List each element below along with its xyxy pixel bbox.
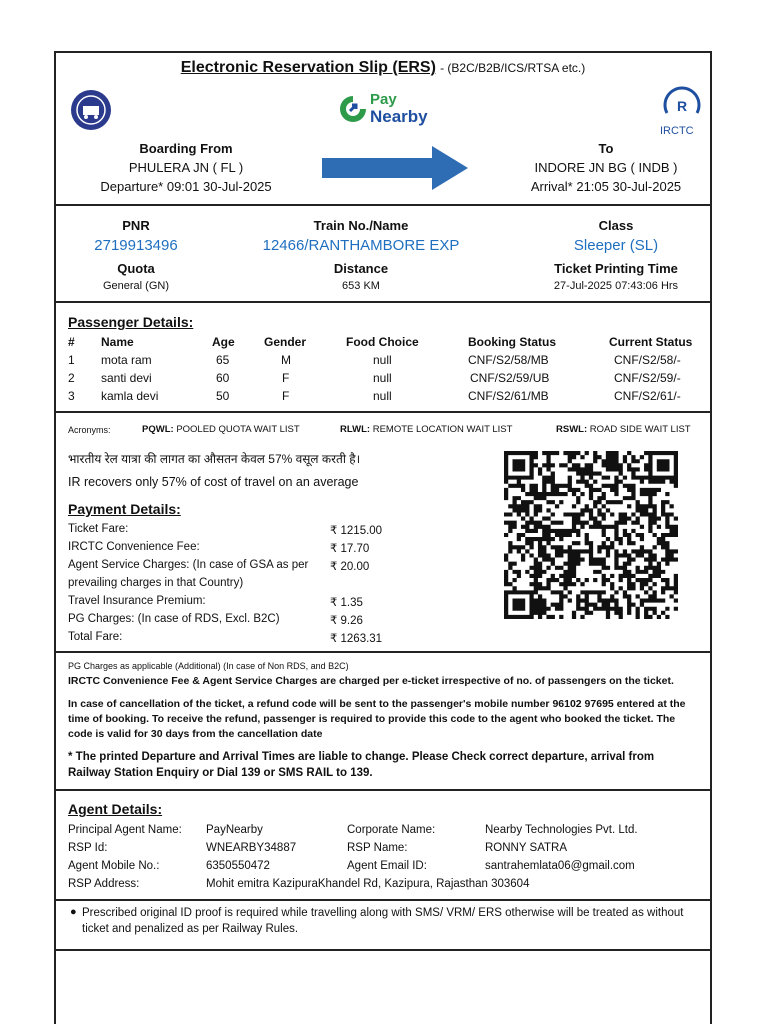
agent-section xyxy=(56,789,710,901)
col-gender: Gender xyxy=(264,335,307,349)
svg-text:R: R xyxy=(676,98,688,114)
fare-label: Travel Insurance Premium: xyxy=(68,595,206,607)
title-subtitle: - (B2C/B2B/ICS/RTSA etc.) xyxy=(440,61,586,75)
acronym-rlwl-text: REMOTE LOCATION WAIT LIST xyxy=(372,424,513,435)
rsp-name-value: RONNY SATRA xyxy=(485,842,568,854)
fare-value: ₹ 1215.00 xyxy=(330,525,383,537)
cost-hindi: भारतीय रेल यात्रा की लागत का औसतन केवल 57% वसूल करती है। xyxy=(68,452,361,466)
acronym-rswl-text: ROAD SIDE WAIT LIST xyxy=(589,424,691,435)
times-note: * The printed Departure and Arrival Times are liable to change. Please Check correct departure, arrival from Railway Station Enquiry or Dial 139 or SMS RAIL to 139. xyxy=(68,751,655,779)
to-label: To xyxy=(598,141,614,156)
fare-label: Ticket Fare: xyxy=(68,523,129,535)
indian-railways-logo-icon xyxy=(68,89,114,131)
principal-value: PayNearby xyxy=(206,824,263,836)
corporate-value: Nearby Technologies Pvt. Ltd. xyxy=(485,824,638,836)
fare-value: ₹ 17.70 xyxy=(330,543,370,555)
ers-slip xyxy=(54,51,712,1024)
acronym-pqwl-text: POOLED QUOTA WAIT LIST xyxy=(176,424,300,435)
quota-value: General (GN) xyxy=(102,280,170,292)
bullet-icon: ● xyxy=(70,906,77,918)
passenger-current-status: CNF/S2/61/- xyxy=(614,389,681,403)
col-food: Food Choice xyxy=(346,335,419,349)
footer-section xyxy=(56,899,710,951)
passenger-gender: F xyxy=(282,371,290,385)
boarding-station: PHULERA JN ( FL ) xyxy=(128,160,244,175)
passenger-current-status: CNF/S2/58/- xyxy=(614,353,681,367)
fare-value: ₹ 1263.31 xyxy=(330,633,383,645)
slip-title xyxy=(56,59,710,77)
col-current-status: Current Status xyxy=(609,335,693,349)
passenger-num: 3 xyxy=(68,389,75,403)
fare-label: Total Fare: xyxy=(68,631,123,643)
passenger-name: santi devi xyxy=(101,371,152,385)
address-label: RSP Address: xyxy=(68,878,140,890)
col-num: # xyxy=(68,335,75,349)
departure-time: Departure* 09:01 30-Jul-2025 xyxy=(100,179,272,194)
passenger-booking-status: CNF/S2/59/UB xyxy=(470,371,550,385)
mobile-value: 6350550472 xyxy=(206,860,270,872)
fare-value: ₹ 9.26 xyxy=(330,615,363,627)
acronym-pqwl xyxy=(142,424,300,435)
corporate-label: Corporate Name: xyxy=(347,824,436,836)
class-label: Class xyxy=(598,218,634,233)
train-label: Train No./Name xyxy=(313,218,409,233)
notes-section xyxy=(56,651,710,791)
rsp-id-label: RSP Id: xyxy=(68,842,108,854)
rsp-name-label: RSP Name: xyxy=(347,842,408,854)
acronym-pqwl-key: PQWL: xyxy=(142,424,174,435)
passenger-age: 60 xyxy=(216,371,230,385)
fare-label: prevailing charges in that Country) xyxy=(68,577,244,589)
footer-divider xyxy=(56,949,710,953)
passenger-food: null xyxy=(373,389,392,403)
print-time-value: 27-Jul-2025 07:43:06 Hrs xyxy=(553,280,679,292)
passenger-food: null xyxy=(373,371,392,385)
paynearby-pay: Pay xyxy=(370,91,397,108)
arrival-time: Arrival* 21:05 30-Jul-2025 xyxy=(530,179,682,194)
passenger-gender: M xyxy=(281,353,291,367)
qr-code-icon xyxy=(504,451,678,619)
passenger-current-status: CNF/S2/59/- xyxy=(614,371,681,385)
passenger-age: 50 xyxy=(216,389,230,403)
irctc-label: IRCTC xyxy=(660,125,694,137)
col-name: Name xyxy=(101,335,134,349)
passenger-name: mota ram xyxy=(101,353,152,367)
distance-label: Distance xyxy=(333,261,389,276)
class-value: Sleeper (SL) xyxy=(573,237,659,254)
address-value: Mohit emitra KazipuraKhandel Rd, Kazipura, Rajasthan 303604 xyxy=(206,878,530,890)
acronym-rswl xyxy=(556,424,691,435)
fare-label: IRCTC Convenience Fee: xyxy=(68,541,200,553)
paynearby-mark-icon xyxy=(336,93,370,127)
pg-note: PG Charges as applicable (Additional) (In case of Non RDS, and B2C) xyxy=(68,661,349,671)
rsp-id-value: WNEARBY34887 xyxy=(206,842,297,854)
passenger-gender: F xyxy=(282,389,290,403)
irctc-fee-note: IRCTC Convenience Fee & Agent Service Charges are charged per e-ticket irrespective of no. of passengers on the ticket. xyxy=(68,675,674,687)
passenger-title: Passenger Details: xyxy=(68,314,194,330)
print-time-label: Ticket Printing Time xyxy=(554,261,678,276)
fare-value: ₹ 1.35 xyxy=(330,597,363,609)
payment-title: Payment Details: xyxy=(68,501,181,517)
journey-arrow-icon xyxy=(322,146,470,190)
passenger-name: kamla devi xyxy=(101,389,159,403)
passenger-food: null xyxy=(373,353,392,367)
title-text: Electronic Reservation Slip (ERS) xyxy=(180,59,436,76)
pnr-label: PNR xyxy=(122,218,150,233)
paynearby-nearby: Nearby xyxy=(370,107,428,126)
acronym-rlwl-key: RLWL: xyxy=(340,424,371,435)
irctc-logo-icon xyxy=(661,85,703,119)
col-booking-status: Booking Status xyxy=(468,335,557,349)
destination-station: INDORE JN BG ( INDB ) xyxy=(534,160,678,175)
col-age: Age xyxy=(212,335,235,349)
passenger-num: 1 xyxy=(68,353,75,367)
ticket-info-section xyxy=(56,204,710,303)
agent-title: Agent Details: xyxy=(68,801,163,817)
passenger-booking-status: CNF/S2/61/MB xyxy=(468,389,549,403)
passenger-num: 2 xyxy=(68,371,75,385)
fare-value: ₹ 20.00 xyxy=(330,561,370,573)
acronym-rlwl xyxy=(340,424,512,435)
email-label: Agent Email ID: xyxy=(347,860,427,872)
paynearby-logo xyxy=(336,91,456,131)
passenger-section xyxy=(56,301,710,413)
boarding-from-label: Boarding From xyxy=(139,141,233,156)
mobile-label: Agent Mobile No.: xyxy=(68,860,160,872)
train-value: 12466/RANTHAMBORE EXP xyxy=(262,237,460,254)
email-value: santrahemlata06@gmail.com xyxy=(485,860,635,872)
id-proof-note: Prescribed original ID proof is required while travelling along with SMS/ VRM/ ERS otherwise will be treated as without ticket and penalized as per Railway Rules. xyxy=(82,907,684,935)
acronym-rswl-key: RSWL: xyxy=(556,424,588,435)
pnr-value: 2719913496 xyxy=(94,237,178,254)
acronyms-label: Acronyms: xyxy=(68,425,111,435)
cancellation-note: In case of cancellation of the ticket, a refund code will be sent to the passenger's mobile number 96102 97695 entered at the time of booking. To receive the refund, passenger is required to provide this code to the agent who booked the ticket. The code is valid for 30 days from the cancellation date xyxy=(68,698,686,740)
fare-label: Agent Service Charges: (In case of GSA as per xyxy=(68,559,309,571)
quota-label: Quota xyxy=(117,261,155,276)
cost-english: IR recovers only 57% of cost of travel on an average xyxy=(68,475,359,489)
passenger-booking-status: CNF/S2/58/MB xyxy=(468,353,549,367)
passenger-age: 65 xyxy=(216,353,230,367)
principal-label: Principal Agent Name: xyxy=(68,824,182,836)
fare-label: PG Charges: (In case of RDS, Excl. B2C) xyxy=(68,613,280,625)
distance-value: 653 KM xyxy=(342,280,380,292)
